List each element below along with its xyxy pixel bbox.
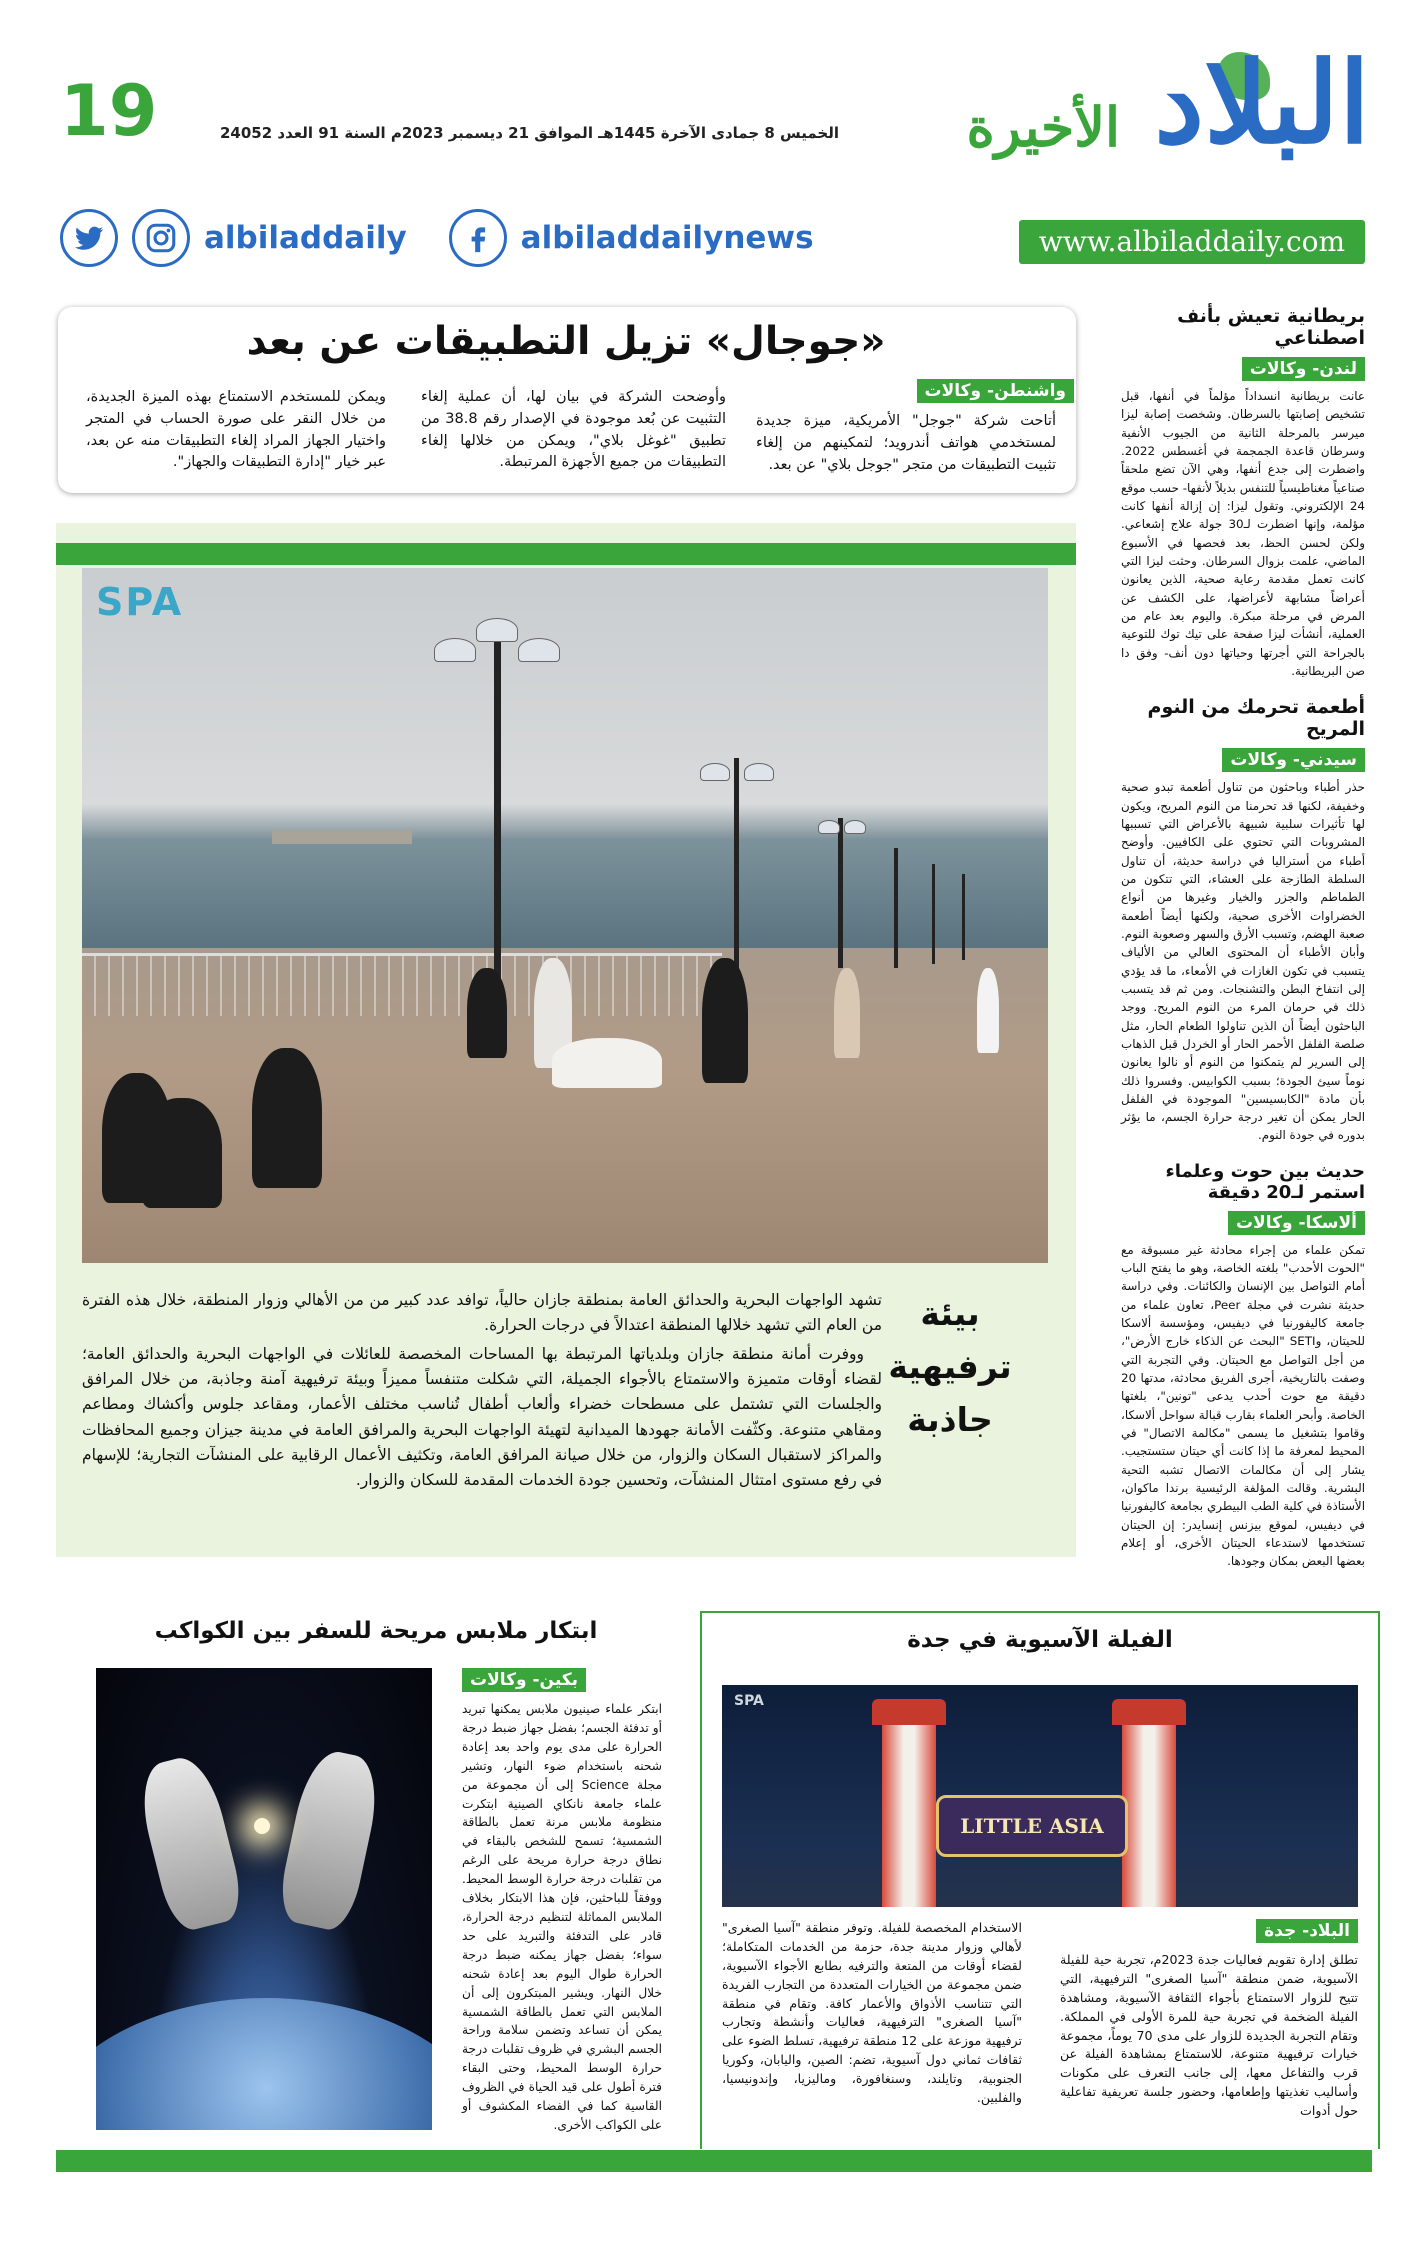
page-number: 19 <box>60 70 158 152</box>
newspaper-logo: البلاد <box>1154 38 1370 169</box>
lamp-post <box>894 848 898 968</box>
feature-photo-credit: SPA <box>96 580 184 624</box>
feature-paragraph-2: ووفرت أمانة منطقة جازان وبلدياتها المرتبطة بها المساحات المخصصة للعائلات في الواجهات البحرية والحدائق العامة؛ لقضاء أوقات متميزة والاستمتاع بالأجواء الجميلة، التي شكلت متنفساً مميزاً وبيئة ترفيهية آمنة وجاذبة، من خلال المرافق والجلسات التي تشتمل على مسطحات خضراء وألعاب أطفال تُناسب مختلف الأعمار، ومقاعد جلوس وأكشاك ومطاعم ومقاهي متنوعة. وكثّفت الأمانة جهودها الميدانية لتهيئة الواجهات البحرية والمرافق العامة في مدينة جيزان وجميع المحافظات والمراكز لاستقبال السكان والزوار، من خلال صيانة المرافق العامة، وتكثيف الأعمال الرقابية على المنشآت التجارية؛ للإسهام في رفع مستوى امتثال المنشآت، وتحسين جودة الخدمات المقدمة للسكان والزوار. <box>82 1345 882 1489</box>
feature-photo <box>82 568 1048 1263</box>
feature-top-band <box>56 543 1076 565</box>
space-body: ابتكر علماء صينيون ملابس يمكنها تبريد أو تدفئة الجسم؛ بفضل جهاز ضبط درجة الحرارة على مدى يوم واحد بعد إعادة شحنه باستخدام ضوء النهار، وتشير مجلة Science إلى أن مجموعة من علماء جامعة نانكاي الصينية ابتكرت منظومة ملابس مرنة تعمل بالطاقة الشمسية؛ تسمح للشخص بالبقاء في نطاق درجة حرارة مريحة على الرغم من تقلبات درجة حرارة الوسط المحيط. ووفقاً للباحثين، فإن هذا الابتكار بخلاف الملابس المماثلة لتنظيم درجة الحرارة، قادر على التدفئة والتبريد على حد سواء؛ بفضل جهاز يمكنه ضبط درجة الحرارة طوال اليوم بعد إعادة شحنه خلال النهار. ويشير المبتكرون إلى أن الملابس التي تعمل بالطاقة الشمسية يمكن أن تساعد وتضمن سلامة وراحة الجسم البشري في ظروف تقلبات درجة حرارة الوسط المحيط، وحتى البقاء فترة أطول على قيد الحياة في الظروف القاسية كما في الفضاء المكشوف أو على الكواكب الأخرى. <box>462 1702 662 2132</box>
elephants-tag: البلاد- جدة <box>1256 1919 1358 1943</box>
space-title: ابتكار ملابس مريحة للسفر بين الكواكب <box>154 1618 598 1644</box>
sidebar-article <box>1121 1161 1365 1571</box>
person <box>467 968 507 1058</box>
lamp-post <box>932 864 935 964</box>
person <box>142 1098 222 1208</box>
footer-band <box>56 2150 1372 2172</box>
glow <box>254 1818 270 1834</box>
tower-roof-left <box>872 1699 946 1725</box>
sidebar-article-body: حذر أطباء وباحثون من تناول أطعمة تبدو صحية وخفيفة، لكنها قد تحرمنا من النوم المريح، ويكون لها تأثيرات سلبية شبيهة بالأعراض التي تسببها المشروبات التي تحتوي على الكافيين. وأوضح أطباء من أستراليا في دراسة حديثة، أن تناول السلطة الطازجة على العشاء، التي تتكون من الطماطم والجزر والخيار وغيرها من أنواع الخضراوات الأخرى صحية، ولكنها أيضاً أطعمة صعبة الهضم، وتسبب الأرق والسهر وصعوبة النوم. وأبان الأطباء أن المحتوى العالي من الألياف يتسبب في تكون الغازات في الأمعاء، ما قد يؤدي إلى انتفاخ البطن والتشنجات. ومن ثم قد يتسبب ذلك في حرمان المرء من النوم المريح. ووجد الباحثون أيضاً أن الذين تناولوا الطعام الحار، مثل صلصة الفلفل الأحمر الحار أو الخردل قبل الذهاب إلى السرير لم يتمكنوا من النوم أو نالوا يعانون نوماً سيئ الجودة؛ بسبب الكوابيس. وفسروا ذلك بأن مادة "الكابسيسين" الموجودة في الفلفل الحار يمكن أن تغير درجة حرارة الجسم، ما يؤثر بدوره في جودة النوم. <box>1121 780 1365 1143</box>
person <box>702 958 748 1083</box>
top-story-title: «جوجال» تزيل التطبيقات عن بعد <box>246 319 886 364</box>
top-story-col-3: ويمكن للمستخدم الاستمتاع بهذه الميزة الجديدة، من خلال النقر على صورة الحساب في المتجر واختيار الجهاز المراد إلغاء التطبيقات منه عن بعد، عبر خيار "إدارة التطبيقات والجهاز". <box>86 389 386 471</box>
sidebar-article-title: حديث بين حوت وعلماء استمر لـ20 دقيقة <box>1165 1160 1365 1203</box>
lantern-tower-left <box>882 1719 936 1907</box>
elephants-box <box>700 1611 1380 2149</box>
feature-body <box>82 1288 882 1493</box>
little-asia-sign: LITTLE ASIA <box>936 1795 1128 1857</box>
distant-fort <box>272 830 412 844</box>
sidebar-article-tag: ألاسكا- وكالات <box>1228 1211 1365 1235</box>
space-tag: بكين- وكالات <box>462 1668 586 1692</box>
twitter-icon[interactable] <box>60 209 118 267</box>
lamp-head <box>744 763 774 781</box>
tower-roof-right <box>1112 1699 1186 1725</box>
lantern-tower-right <box>1122 1719 1176 1907</box>
facebook-handle[interactable]: albiladdailynews <box>520 220 814 256</box>
astronaut-left <box>133 1751 248 1934</box>
lamp-head <box>434 638 476 662</box>
facebook-icon[interactable] <box>449 209 507 267</box>
sidebar-article-tag: لندن- وكالات <box>1242 357 1365 381</box>
top-story-col-2: وأوضحت الشركة في بيان لها، أن عملية إلغاء التثبيت عن بُعد موجودة في الإصدار رقم 38.8 من تطبيق "غوغل بلاي"، ويمكن من خلالها إلغاء التطبيقات من جميع الأجهزة المرتبطة. <box>421 389 726 471</box>
elephants-photo <box>722 1685 1358 1907</box>
lamp-post <box>962 874 965 960</box>
social-links <box>60 205 814 271</box>
lamp-head <box>518 638 560 662</box>
lamp-post <box>734 758 739 978</box>
sidebar-article-body: عانت بريطانية انسداداً مؤلماً في أنفها، قبل تشخيص إصابتها بالسرطان. وشخصت إصابة ليزا ميرسر بالمرحلة الثانية من الجيوب الأنفية وسرطان قاعدة الجمجمة في أغسطس 2022. واضطرت إلى جدع أنفها، وهي الآن تضع ملحقاً صناعياً مغناطيسياً للتنفس بديلاً لأنفها- حسب موقع 24 الإلكتروني. وتقول ليزا: إن إزالة أنفها كانت مؤلمة، وإنها اضطرت لـ30 جولة علاج إشعاعي. ولكن لحسن الحظ، بعد فحصها في الأسبوع الماضي، علمت بزوال السرطان. وحثت ليزا التي كانت تعمل مقدمة رعاية صحية، الذين يعانون أعراضاً مشابهة لأعراضها، على الكشف عن المرض في مرحلة مبكرة. واليوم بعد عام من العملية، أنشأت ليزا صفحة على تيك توك للتوعية بالجراحة التي أجرتها وحياتها دون أنف- وفق دا صن البريطانية. <box>1120 389 1365 678</box>
top-story-card <box>58 307 1076 493</box>
instagram-handle[interactable]: albiladdaily <box>204 220 407 256</box>
top-story-tag: واشنطن- وكالات <box>917 379 1074 403</box>
instagram-icon[interactable] <box>132 209 190 267</box>
lamp-post <box>494 638 501 988</box>
elephants-col-right: تطلق إدارة تقويم فعاليات جدة 2023م، تجربة حية للفيلة الآسيوية، ضمن منطقة "آسيا الصغرى" الترفيهية، التي تتيح للزوار الاستمتاع بأجواء الثقافة الآسيوية، ومشاهدة الفيلة الضخمة في تجربة حية للمرة الأولى في المملكة. وتقام التجربة الجديدة للزوار على مدى 70 يوماً، مجموعة خيارات ترفيهية متنوعة، للاستمتاع بمشاهدة الفيلة عن قرب والتفاعل معها، إلى جانب التعرف على مكونات وأساليب تغذيتها وإطعامها، وحضور جلسة تعريفية تفاعلية حول أدوات <box>1060 1952 1358 2119</box>
lamp-head <box>844 820 866 834</box>
person <box>552 1038 662 1088</box>
planet <box>96 1998 432 2130</box>
lamp-head <box>818 820 840 834</box>
elephants-photo-credit: SPA <box>734 1693 764 1709</box>
elephants-title: الفيلة الآسيوية في جدة <box>907 1627 1173 1653</box>
astronaut-right <box>275 1746 386 1934</box>
sidebar-column <box>1121 305 1365 1571</box>
person <box>252 1048 322 1188</box>
sidebar-article <box>1121 305 1365 680</box>
website-link[interactable]: www.albiladdaily.com <box>1019 220 1365 264</box>
lamp-head <box>476 618 518 642</box>
top-story-col-1: أتاحت شركة "جوجل" الأمريكية، ميزة جديدة لمستخدمي هواتف أندرويد؛ لتمكينهم من إلغاء تثبيت التطبيقات من متجر "جوجل بلاي" عن بعد. <box>756 413 1056 473</box>
space-photo <box>96 1668 432 2130</box>
elephants-col-left: الاستخدام المخصصة للفيلة. وتوفر منطقة "آسيا الصغرى" لأهالي وزوار مدينة جدة، حزمة من الخدمات المتكاملة؛ لقضاء أوقات من المتعة والترفيه بطابع الأجواء الآسيوية، ضمن مجموعة من الخيارات المتعددة من التجارب الفريدة التي تتناسب الأذواق والأعمار كافة. وتقام في منطقة "آسيا الصغرى" الترفيهية، فعاليات وأنشطة وتجارب ترفيهية موزعة على 12 منطقة ترفيهية، تسلط الضوء على ثقافات ثماني دول آسيوية، تضم: الصين، واليابان، وكوريا الجنوبية، وتايلند، وسنغافورة، وماليزيا، وإندونيسيا، والفلبين. <box>722 1920 1022 2106</box>
sidebar-article <box>1121 696 1365 1145</box>
person <box>834 968 860 1058</box>
lamp-head <box>700 763 730 781</box>
person <box>977 968 999 1053</box>
lamp-post <box>838 818 843 968</box>
feature-headline: بيئة ترفيهية جاذبة <box>888 1294 1012 1439</box>
feature-paragraph-1: تشهد الواجهات البحرية والحدائق العامة بمنطقة جازان حالياً، توافد عدد كبير من من الأهالي وزوار المنطقة، خلال هذه الفترة من العام التي تشهد خلالها المنطقة اعتدالاً في درجات الحرارة. <box>82 1291 882 1335</box>
newspaper-section-name: الأخيرة <box>966 95 1120 159</box>
dateline: الخميس 8 جمادى الآخرة 1445هـ الموافق 21 ديسمبر 2023م السنة 91 العدد 24052 <box>220 124 840 142</box>
sidebar-article-title: بريطانية تعيش بأنف اصطناعي <box>1177 305 1365 349</box>
sidebar-article-tag: سيدني- وكالات <box>1222 748 1365 772</box>
sidebar-article-title: أطعمة تحرمك من النوم المريح <box>1147 696 1365 741</box>
sidebar-article-body: تمكن علماء من إجراء محادثة غير مسبوقة مع "الحوت الأحدب" بلغته الخاصة، وهو ما يفتح الباب أمام التواصل بين الإنسان والكائنات. وفي دراسة حديثة نشرت في مجلة Peer، تعاون علماء من جامعة كاليفورنيا في ديفيس، ومؤسسة ألاسكا للحيتان، وSETI "البحث عن الذكاء خارج الأرض"، من أجل التواصل مع الحيتان. وفي التجربة التي وصفت بالتاريخية، أجرى الفريق محادثة، مدتها 20 دقيقة مع حوت أحدب يدعى "تونين"، بلغتها الخاصة. وأبحر العلماء بقارب قبالة سواحل ألاسكا، وقاموا بتشغيل ما يسمى "مكالمة الاتصال" في المحيط لمعرفة ما إذا كانت أي حيتان ستستجيب. يشار إلى أن مكالمات الاتصال تشبه التحية البشرية. وقالت المؤلفة الرئيسية برندا ماكوان، الأستاذة في كلية الطب البيطري بجامعة كاليفورنيا في ديفيس، لموقع بيزنس إنسايدر: إن الحيتان تستخدمها لاستدعاء الحيتان الأخرى، أو إعلام بعضها البعض بمكان وجودها. <box>1121 1242 1365 1569</box>
railing <box>82 953 722 1016</box>
